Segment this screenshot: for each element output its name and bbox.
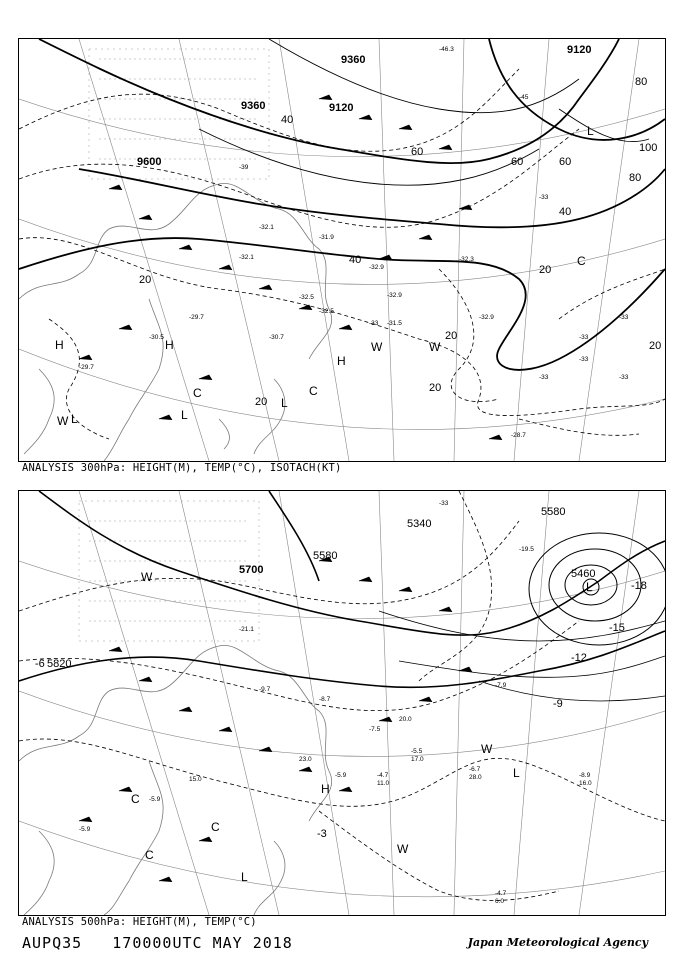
svg-text:-46.3: -46.3 [439, 46, 454, 53]
height-label: 9600 [137, 156, 162, 168]
cold-symbol: C [193, 386, 202, 400]
isotherm-label: -12 [571, 652, 587, 664]
height-label: 5460 [571, 568, 596, 580]
svg-text:15.0: 15.0 [189, 776, 202, 783]
isotach-label: 20 [649, 340, 662, 352]
svg-text:-32.9: -32.9 [369, 264, 384, 271]
svg-text:-33: -33 [539, 194, 549, 201]
isotach-label: 40 [559, 206, 572, 218]
height-label: 5820 [47, 658, 72, 670]
lower-pressure-symbols [131, 568, 596, 884]
temp-label: -32.9 [387, 292, 402, 299]
isotach-label: 20 [139, 274, 152, 286]
height-label: 5580 [541, 506, 566, 518]
svg-text:-33: -33 [619, 314, 629, 321]
low-symbol: L [586, 580, 593, 594]
low-symbol: L [281, 396, 288, 410]
upper-chart-map [19, 39, 665, 461]
svg-text:-29.7: -29.7 [189, 314, 204, 321]
height-label: 9360 [241, 100, 266, 112]
station-value: -8.9 [579, 772, 591, 779]
temp-label: -33 [539, 374, 549, 381]
isotach-label: 60 [559, 156, 572, 168]
temp-label: -31.5 [387, 320, 402, 327]
svg-text:-7.5: -7.5 [369, 726, 381, 733]
height-label: 5580 [313, 550, 338, 562]
cold-symbol: C [577, 254, 586, 268]
cold-symbol: C [211, 820, 220, 834]
station-value: 11.0 [377, 780, 390, 787]
low-symbol: L [181, 408, 188, 422]
height-label: 5340 [407, 518, 432, 530]
isotherm-label: -6 [35, 658, 45, 670]
low-symbol: L [241, 870, 248, 884]
cold-symbol: C [131, 792, 140, 806]
isotach-label: 40 [281, 114, 294, 126]
isotach-label: 100 [639, 142, 658, 154]
temp-label: -33 [369, 320, 379, 327]
height-label: 9360 [341, 54, 366, 66]
isotach-label: 60 [511, 156, 524, 168]
station-value: -4.7 [377, 772, 389, 779]
footer-chart-id [22, 934, 293, 952]
station-value: 17.0 [411, 756, 424, 763]
svg-text:-19.5: -19.5 [519, 546, 534, 553]
svg-text:-32.9: -32.9 [479, 314, 494, 321]
isotach-label: 40 [349, 254, 362, 266]
wind-barbs [79, 557, 472, 882]
upper-pressure-symbols [55, 124, 594, 428]
isotherm-label: -15 [609, 622, 625, 634]
isotherm-lines [199, 39, 649, 185]
low-symbol: L [71, 412, 78, 426]
high-symbol: H [321, 782, 330, 796]
chart-code: AUPQ35 [22, 934, 83, 952]
isotach-label: 60 [411, 146, 424, 158]
warm-symbol: W [141, 570, 153, 584]
lower-height-labels [47, 506, 595, 670]
hatched-region [79, 501, 259, 641]
station-value: 6.0 [495, 898, 505, 905]
station-value: -6.7 [469, 766, 481, 773]
isotherm-label: -3 [317, 828, 327, 840]
isotach-label: 20 [255, 396, 268, 408]
svg-text:-21.1: -21.1 [239, 626, 254, 633]
low-symbol: L [587, 124, 594, 138]
chart-datetime: 170000UTC MAY 2018 [112, 934, 293, 952]
svg-text:-45: -45 [519, 94, 529, 101]
lower-station-values [335, 682, 592, 905]
upper-chart-caption: ANALYSIS 300hPa: HEIGHT(M), TEMP(°C), ISOTACH(KT) [22, 462, 342, 474]
station-value: 20.0 [399, 716, 412, 723]
svg-text:-32.5: -32.5 [299, 294, 314, 301]
station-value: -5.9 [335, 772, 347, 779]
svg-text:-5.9: -5.9 [149, 796, 161, 803]
temp-label: -32.1 [239, 254, 254, 261]
isotach-label: 20 [445, 330, 458, 342]
svg-text:-33: -33 [439, 500, 449, 507]
svg-text:-30.5: -30.5 [149, 334, 164, 341]
warm-symbol: W [481, 742, 493, 756]
height-label: 5700 [239, 564, 264, 576]
station-value: 28.0 [469, 774, 482, 781]
svg-text:-39: -39 [239, 164, 249, 171]
high-symbol: H [165, 338, 174, 352]
warm-symbol: W [371, 340, 383, 354]
temp-label: -32.3 [459, 256, 474, 263]
isotach-label: 20 [429, 382, 442, 394]
isotach-label: 20 [539, 264, 552, 276]
height-label: 9120 [329, 102, 354, 114]
height-contours [19, 39, 665, 370]
isotach-label: 80 [635, 76, 648, 88]
svg-text:-33: -33 [579, 334, 589, 341]
lower-chart-500hpa [18, 490, 666, 916]
upper-chart-300hpa [18, 38, 666, 462]
low-symbol: L [513, 766, 520, 780]
height-label: 9120 [567, 44, 592, 56]
temp-label: -32.5 [319, 308, 334, 315]
graticule [19, 491, 665, 915]
station-value: 16.0 [579, 780, 592, 787]
warm-symbol: W [429, 340, 441, 354]
temp-label: -30.7 [269, 334, 284, 341]
temp-label: -33 [579, 356, 589, 363]
station-value: -5.5 [411, 748, 423, 755]
temp-label: -33 [619, 374, 629, 381]
isotherm-label: -9 [553, 698, 563, 710]
isotherm-label: -18 [631, 580, 647, 592]
svg-text:-32.1: -32.1 [259, 224, 274, 231]
station-value: -4.7 [495, 890, 507, 897]
svg-text:-5.9: -5.9 [79, 826, 91, 833]
svg-text:-31.9: -31.9 [319, 234, 334, 241]
coastline [19, 645, 332, 915]
lower-temp-labels [35, 580, 647, 840]
lower-chart-map [19, 491, 665, 915]
lower-chart-caption: ANALYSIS 500hPa: HEIGHT(M), TEMP(°C) [22, 916, 257, 928]
svg-text:23.0: 23.0 [299, 756, 312, 763]
cold-symbol: C [145, 848, 154, 862]
svg-text:-9.7: -9.7 [259, 686, 271, 693]
cold-symbol: C [309, 384, 318, 398]
high-symbol: H [337, 354, 346, 368]
high-symbol: H [55, 338, 64, 352]
warm-symbol: W [397, 842, 409, 856]
station-value: -7.9 [495, 682, 507, 689]
svg-text:-8.7: -8.7 [319, 696, 331, 703]
agency-credit: Japan Meteorological Agency [467, 936, 648, 949]
isotherm-lines [19, 491, 665, 900]
svg-text:-29.7: -29.7 [79, 364, 94, 371]
warm-symbol: W [57, 414, 69, 428]
isotach-label: 80 [629, 172, 642, 184]
temp-label: -28.7 [511, 432, 526, 439]
